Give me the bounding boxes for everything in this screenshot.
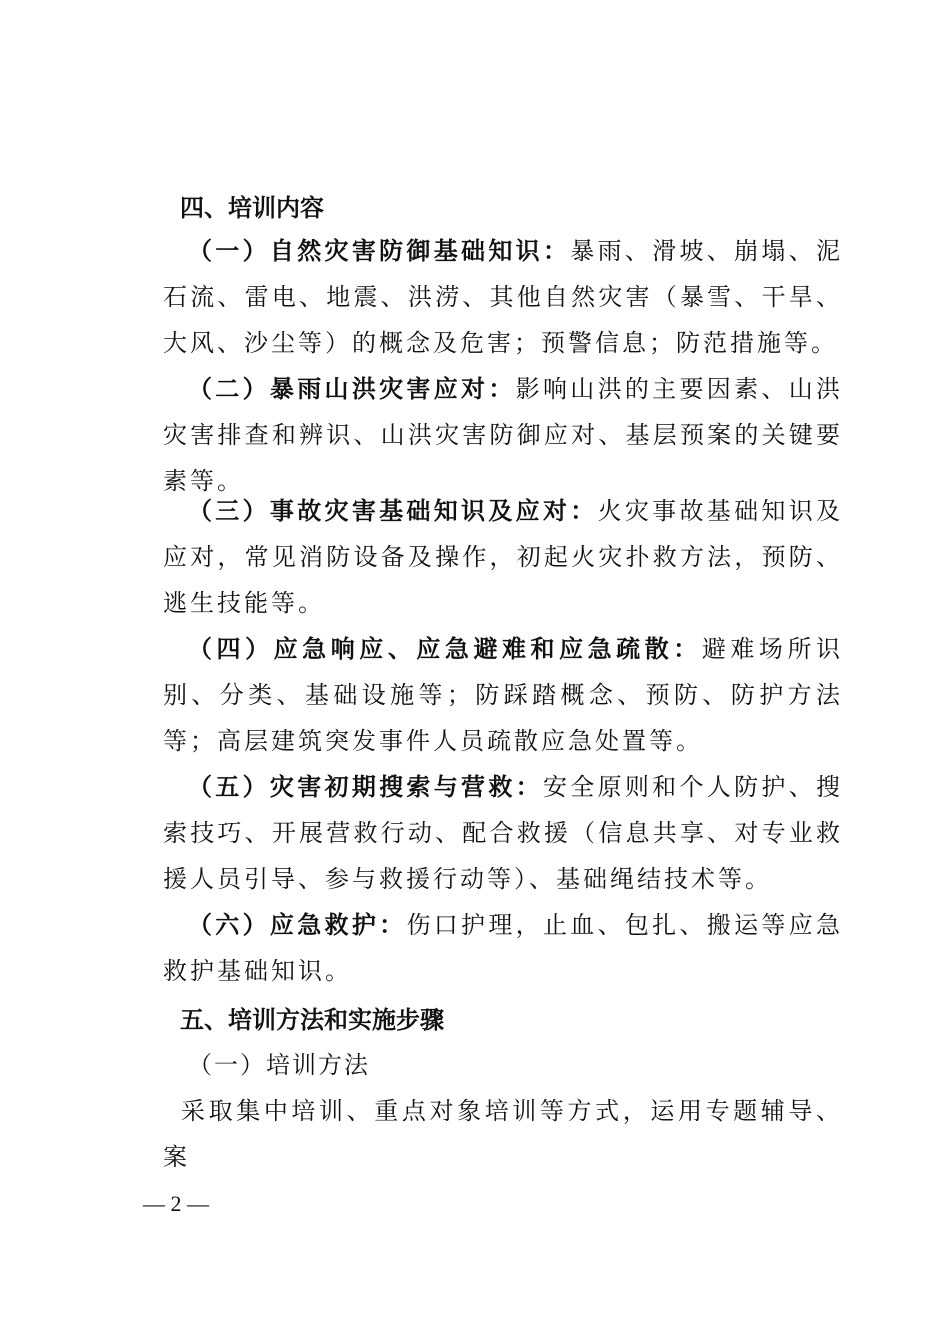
training-method-paragraph: 采取集中培训、重点对象培训等方式，运用专题辅导、案 [163, 1097, 843, 1171]
training-item-3 [163, 488, 843, 626]
training-item-5-text: 安全原则和个人防护、搜索技巧、开展营救行动、配合救援（信息共享、对专业救援人员引导、参与救援行动等）、基础绳结技术等。 [163, 773, 844, 893]
training-item-1-title: （一）自然灾害防御基础知识： [188, 236, 571, 265]
training-item-6-title: （六）应急救护： [188, 910, 407, 939]
training-item-4 [163, 626, 843, 764]
section-5-heading: 五、培训方法和实施步骤 [180, 1006, 444, 1034]
training-item-5-title: （五）灾害初期搜索与营救： [188, 772, 543, 801]
training-item-4-title: （四）应急响应、应急避难和应急疏散： [188, 634, 702, 663]
training-item-6 [163, 902, 843, 994]
training-item-2-title: （二）暴雨山洪灾害应对： [188, 374, 516, 403]
training-item-6-text: 伤口护理，止血、包扎、搬运等应急救护基础知识。 [163, 911, 844, 985]
training-item-2-text: 影响山洪的主要因素、山洪灾害排查和辨识、山洪灾害防御应对、基层预案的关键要素等。 [163, 375, 844, 495]
training-item-3-text: 火灾事故基础知识及应对，常见消防设备及操作，初起火灾扑救方法，预防、逃生技能等。 [163, 497, 844, 617]
training-item-2 [163, 366, 843, 504]
training-method-heading: （一）培训方法 [188, 1051, 370, 1079]
training-item-3-title: （三）事故灾害基础知识及应对： [188, 496, 598, 525]
training-item-1 [163, 228, 843, 366]
training-item-5 [163, 764, 843, 902]
training-item-4-text: 避难场所识别、分类、基础设施等；防踩踏概念、预防、防护方法等；高层建筑突发事件人员疏散应急处置等。 [163, 635, 844, 755]
section-4-heading: 四、培训内容 [180, 194, 324, 222]
training-item-1-text: 暴雨、滑坡、崩塌、泥石流、雷电、地震、洪涝、其他自然灾害（暴雪、干旱、大风、沙尘等）的概念及危害；预警信息；防范措施等。 [163, 237, 844, 357]
page-number: — 2 — [143, 1191, 209, 1216]
